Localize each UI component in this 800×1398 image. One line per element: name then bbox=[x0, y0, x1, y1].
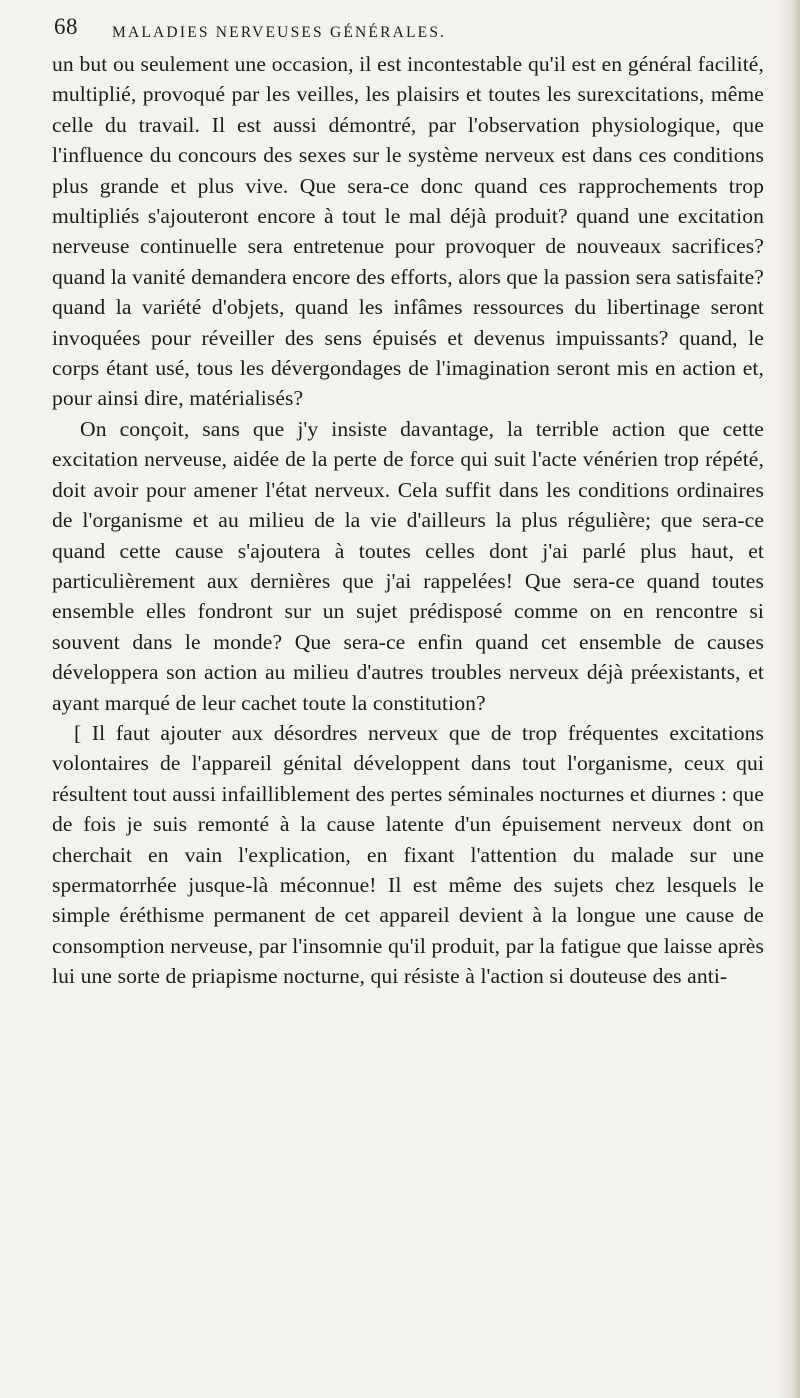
binding-shadow bbox=[778, 0, 800, 1398]
paragraph-3: [ Il faut ajouter aux désordres nerveux que de trop fréquentes excitations volontaires de l'appareil génital développent dans tout l'organisme, ceux qui résultent tout aussi infailliblement des pertes séminales nocturnes et diurnes : que de fois je suis remonté à la cause latente d'un épuisement nerveux dont on cherchait en vain l'explication, en fixant l'attention du malade sur une spermatorrhée jusque-là méconnue! Il est même des sujets chez lesquels le simple éréthisme permanent de cet appareil devient à la longue une cause de consomption nerveuse, par l'insomnie qu'il produit, par la fatigue que laisse après lui une sorte de priapisme nocturne, qui résiste à l'action si douteuse des anti- bbox=[52, 720, 764, 989]
running-head: MALADIES NERVEUSES GÉNÉRALES. bbox=[112, 24, 447, 41]
page-number: 68 bbox=[54, 14, 78, 39]
paragraph-1: un but ou seulement une occasion, il est incontestable qu'il est en général facilité, multiplié, provoqué par les veilles, les plaisirs et toutes les surexcitations, même celle du travail. Il est aussi démontré, par l'observation physiologique, que l'influence du concours des sexes sur le système nerveux est dans ces conditions plus grande et plus vive. Que sera-ce donc quand ces rapprochements trop multipliés s'ajouteront encore à tout le mal déjà produit? quand une excitation nerveuse continuelle sera entretenue pour provoquer de nouveaux sacrifices? quand la vanité demandera encore des efforts, alors que la passion sera satisfaite? quand la variété d'objets, quand les infâmes ressources du libertinage seront invoquées pour réveiller des sens épuisés et devenus impuissants? quand, le corps étant usé, tous les dévergondages de l'imagination seront mis en action et, pour ainsi dire, matérialisés? bbox=[52, 52, 764, 411]
page-header bbox=[52, 14, 764, 46]
paragraph-2: On conçoit, sans que j'y insiste davantage, la terrible action que cette excitation nerveuse, aidée de la perte de force qui suit l'acte vénérien trop répété, doit avoir pour amener l'état nerveux. Cela suffit dans les conditions ordinaires de l'organisme et au milieu de la vie d'ailleurs la plus régulière; que sera-ce quand cette cause s'ajoutera à toutes celles dont j'ai parlé plus haut, et particulièrement aux dernières que j'ai rappelées! Que sera-ce quand toutes ensemble elles fondront sur un sujet prédisposé comme on en rencontre si souvent dans le monde? Que sera-ce enfin quand cet ensemble de causes développera son action au milieu d'autres troubles nerveux déjà préexistants, et ayant marqué de leur cachet toute la constitution? bbox=[52, 416, 764, 715]
body-text bbox=[52, 49, 764, 992]
